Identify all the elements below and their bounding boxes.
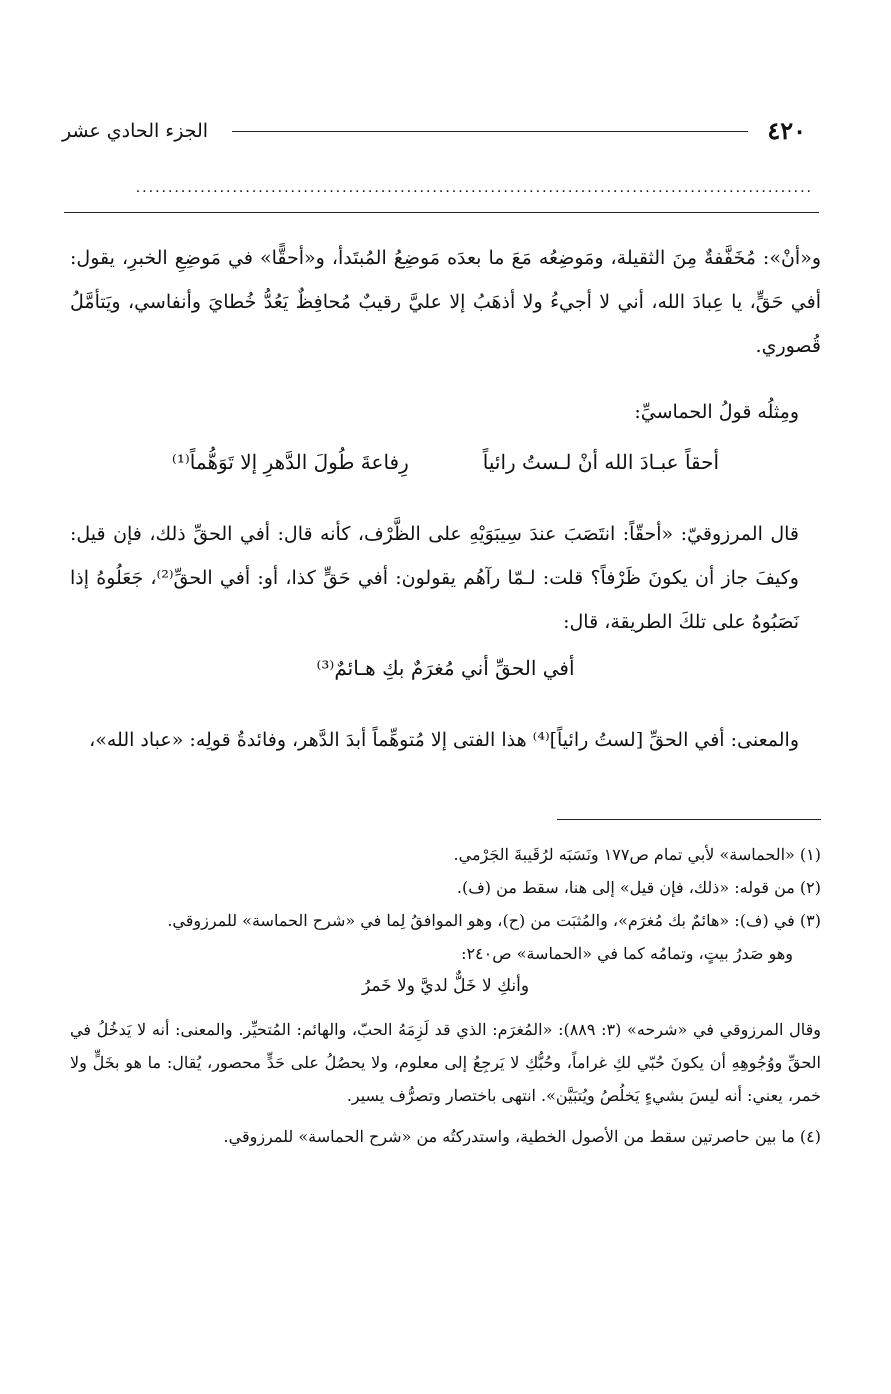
verse-line: أفي الحقِّ أني مُغرَمٌ بكِ هـائمٌ⁽³⁾ [316,656,575,680]
footnotes [70,838,821,1153]
paragraph-4: والمعنى: أفي الحقِّ [لستُ رائياً]⁽⁴⁾ هذا الفتى إلا مُتوهِّماً أبدَ الدَّهر، وفائدةُ قولِه: «عباد الله»، [89,729,799,751]
paragraph-2: ومِثلُه قولُ الحماسيِّ: [634,401,799,423]
footnote-3: (٣) في (ف): «هائمٌ بك مُغرَم»، والمُثبَت من (ح)، وهو الموافقُ لِما في «شرح الحماسة» للمرزوقي. [167,911,821,930]
footnote-1: (١) «الحماسة» لأبي تمام ص١٧٧ ونَسَبَه لرُقَيبةَ الجَرْمي. [453,845,821,864]
footnote-3-commentary: وقال المرزوقي في «شرحه» (٣: ٨٨٩): «المُغرَم: الذي قد لَزِمَهُ الحبّ، والهائم: المُتحيِّر. والمعنى: أنه لا يَدخُلُ في الحقِّ ووُجُوهِهِ أن يكونَ حُبّي لكِ غراماً، وحُبُّكِ لا يَرجِعُ إلى معلوم، ولا يحصُلُ على حَدٍّ محصور، يُقال: ما هو بخَلٍّ ولا خمر، يعني: أنه ليسَ بشيءٍ يَخلُصُ ويُتبَيَّن». انتهى باختصار وتصرُّف يسير. [70,1020,822,1105]
top-rule [64,212,819,213]
page-header [62,116,806,150]
footnote-3-continuation: وهو صَدرُ بيتٍ، وتمامُه كما في «الحماسة» ص٢٤٠: [461,944,793,963]
paragraph-1: و«أنْ»: مُخَفَّفةٌ مِنَ الثقيلة، ومَوضِعُه مَعَ ما بعدَه مَوضِعُ المُبتَدأ، و«أحقًّا» في مَوضِعِ الخبرِ، يقول: أفي حَقٍّ، يا عِبادَ الله، أني لا أجيءُ ولا أذهَبُ إلا عليَّ رقيبٌ مُحافِظٌ يَعُدُّ خُطايَ وأنفاسي، ويَتأمَّلُ قُصوري. [70,247,821,357]
running-title: الجزء الحادي عشر [62,120,209,142]
footnote-3-verse: وأنكِ لا خَلٌّ لديَّ ولا خَمرُ [361,976,530,996]
footnote-2: (٢) من قوله: «ذلك، فإن قيل» إلى هنا، سقط من (ف). [456,878,821,897]
main-text [70,236,821,762]
paragraph-3: قال المرزوقيّ: «أحقّاً: انتَصَبَ عندَ سِيبَوَيْهِ على الظَّرْف، كأنه قال: أفي الحقِّ ذلك، فإن قيل: وكيفَ جاز أن يكونَ ظَرْفاً؟ قلت: لـمّا رآهُم يقولون: أفي حَقٍّ كذا، أو: أفي الحقِّ⁽²⁾، جَعَلُوهُ إذا نَصَبُوهُ على تلكَ الطريقة، قال: [70,523,799,633]
poem-hemistich-1: أحقاً عبـادَ الله أنْ لـستُ رائياً [482,450,720,474]
header-rule [232,131,748,132]
poem-verse [70,440,821,484]
poem-hemistich-2: رِفاعةَ طُولَ الدَّهرِ إلا تَوَهُّماً⁽¹⁾ [171,450,409,474]
footnote-rule [557,819,821,820]
page-number: ٤٢٠ [767,116,806,145]
footnote-4: (٤) ما بين حاصرتين سقط من الأصول الخطية، واستدركتُه من «شرح الحماسة» للمرزوقي. [223,1127,821,1146]
dotted-separator: ......................................................................................................... [135,180,813,196]
